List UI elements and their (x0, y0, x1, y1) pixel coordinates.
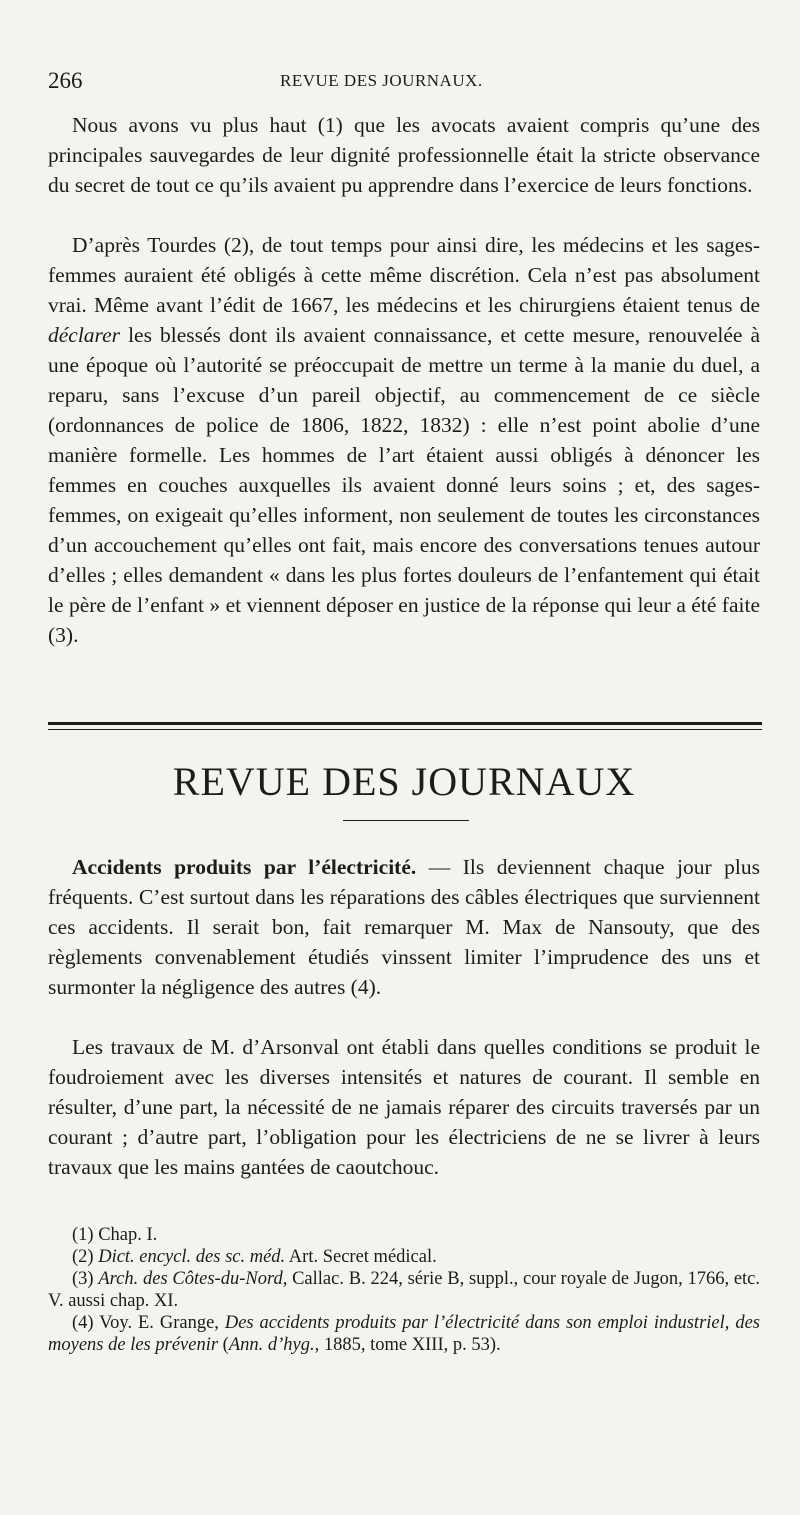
emphasis-declarer: déclarer (48, 323, 121, 347)
footnote-1: (1) Chap. I. (72, 1225, 158, 1245)
page-number: 266 (48, 68, 83, 93)
page-header (48, 68, 760, 100)
section-divider-thin (48, 729, 762, 730)
paragraph-medecins-part1: D’après Tourdes (2), de tout temps pour ainsi dire, les médecins et les sages-femmes auraient été obligés à cette même discrétion. Cela n’est pas absolument vrai. Même avant l’édit de 1667, les médecins et les chirurgiens étaient tenus de (48, 233, 760, 317)
footnote-4-prefix: (4) Voy. E. Grange, (72, 1313, 225, 1333)
footnotes (48, 1224, 760, 1356)
footnote-2-title: Dict. encycl. des sc. méd. (98, 1247, 286, 1267)
paragraph-secret-avocats: Nous avons vu plus haut (1) que les avocats avaient compris qu’une des principales sauvegardes de leur dignité professionnelle était la stricte observance du secret de tout ce qu’ils avaient pu apprendre dans l’exercice de leurs fonctions. (48, 113, 760, 197)
footnote-3-number: (3) (72, 1269, 99, 1289)
paragraph-medecins (48, 230, 760, 650)
footnote-4-rest: , 1885, tome XIII, p. 53). (314, 1335, 501, 1355)
section-title: REVUE DES JOURNAUX (172, 759, 636, 804)
footnote-2 (48, 1246, 760, 1268)
running-title: REVUE DES JOURNAUX. (280, 71, 483, 90)
footnote-4 (48, 1312, 760, 1356)
footnote-2-rest: Art. Secret médical. (285, 1247, 437, 1267)
article-lead: Accidents produits par l’électricité. (72, 855, 417, 879)
paragraph-accidents-text: — Ils deviennent chaque jour plus fréquents. C’est surtout dans les réparations des câbles électriques que surviennent ces accidents. Il serait bon, fait remarquer M. Max de Nansouty, que des règlements convenablement étudiés vinssent limiter l’imprudence des uns et surmonter la négligence des autres (4). (48, 855, 760, 999)
footnote-2-number: (2) (72, 1247, 99, 1267)
footnote-3-title: Arch. des Côtes-du-Nord, (98, 1269, 288, 1289)
footnote-4-title: Des accidents produits par l’électricité dans son emploi industriel, des moyens de les prévenir (48, 1313, 760, 1355)
paragraph-arsonval: Les travaux de M. d’Arsonval ont établi dans quelles conditions se produit le foudroiement avec les diverses intensités et natures de courant. Il semble en résulter, d’une part, la nécessité de ne jamais réparer des circuits traversés par un courant ; d’autre part, l’obligation pour les électriciens de ne se livrer à leurs travaux que les mains gantées de caoutchouc. (48, 1035, 760, 1179)
title-underline (343, 820, 469, 821)
footnote-4-paren: ( (218, 1335, 229, 1355)
paragraph-accidents (48, 852, 760, 1002)
footnote-3-rest: Callac. B. 224, série B, suppl., cour royale de Jugon, 1766, etc. V. aussi chap. XI. (48, 1269, 761, 1311)
paragraph-medecins-part2: les blessés dont ils avaient connaissance, et cette mesure, renouvelée à une époque où l’autorité se préoccupait de mettre un terme à la manie du duel, a reparu, sans l’excuse d’un pareil objectif, au commencement de ce siècle (ordonnances de police de 1806, 1822, 1832) : elle n’est point abolie d’une manière formelle. Les hommes de l’art étaient aussi obligés à dénoncer les femmes en couches auxquelles ils avaient donné leurs soins ; et, des sages-femmes, on exigeait qu’elles informent, non seulement de toutes les circonstances d’un accouchement qu’elles ont fait, mais encore des conversations tenues autour d’elles ; elles demandent « dans les plus fortes douleurs de l’enfantement qui était le père de l’enfant » et viennent déposer en justice de la réponse qui leur a été faite (3). (48, 323, 760, 647)
footnote-4-journal: Ann. d’hyg. (228, 1335, 315, 1355)
footnote-3 (48, 1268, 760, 1312)
section-divider-thick (48, 722, 762, 725)
